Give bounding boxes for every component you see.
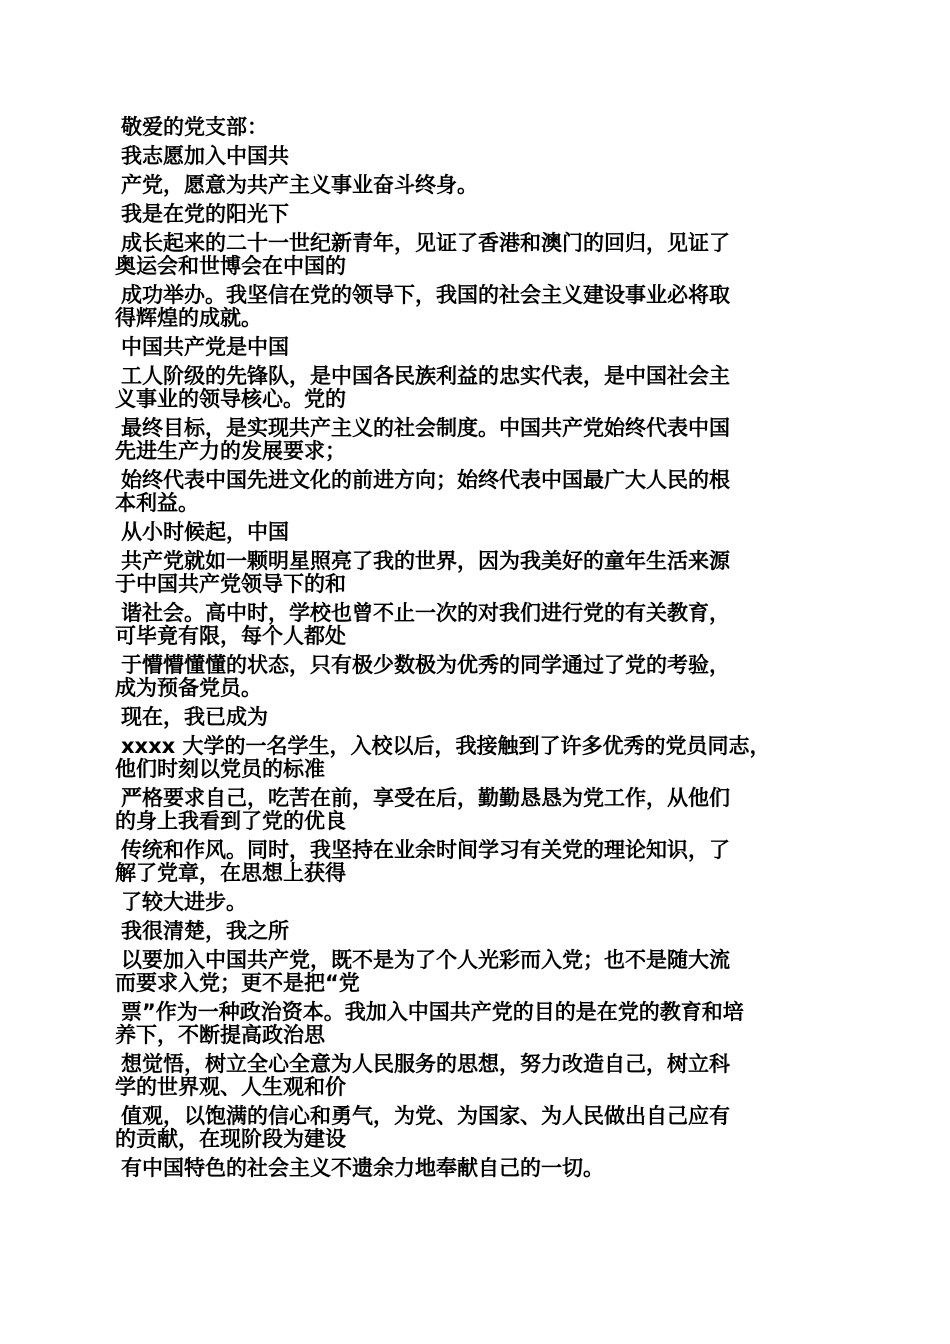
text-line: 成为预备党员。: [115, 676, 262, 700]
text-line: 的贡献，在现阶段为建设: [115, 1127, 346, 1151]
text-line: xxxx 大学的一名学生，入校以后，我接触到了许多优秀的党员同志，: [121, 734, 771, 758]
document-body: [115, 116, 837, 1180]
text-line: 工人阶级的先锋队，是中国各民族利益的忠实代表，是中国社会主: [121, 364, 730, 388]
text-line: 了较大进步。: [121, 890, 247, 914]
text-line: 想觉悟，树立全心全意为人民服务的思想，努力改造自己，树立科: [121, 1052, 730, 1076]
text-line: 传统和作风。同时，我坚持在业余时间学习有关党的理论知识，了: [121, 838, 730, 862]
text-line: 他们时刻以党员的标准: [115, 757, 325, 781]
text-line: 成长起来的二十一世纪新青年，见证了香港和澳门的回归，见证了: [121, 231, 730, 255]
text-line: 先进生产力的发展要求；: [115, 439, 346, 463]
text-line: 得辉煌的成就。: [115, 306, 262, 330]
text-line: 成功举办。我坚信在党的领导下，我国的社会主义建设事业必将取: [121, 283, 730, 307]
text-line: 我志愿加入中国共: [121, 144, 289, 168]
text-line: 本利益。: [115, 491, 199, 515]
text-line: 从小时候起，中国: [121, 520, 289, 544]
text-line: 我是在党的阳光下: [121, 202, 289, 226]
text-line: 票”作为一种政治资本。我加入中国共产党的目的是在党的教育和培: [121, 1000, 744, 1024]
text-line: 严格要求自己，吃苦在前，享受在后，勤勤恳恳为党工作，从他们: [121, 786, 730, 810]
text-line: 学的世界观、人生观和价: [115, 1075, 346, 1099]
text-line: 养下，不断提高政治思: [115, 1023, 325, 1047]
text-line: 产党，愿意为共产主义事业奋斗终身。: [121, 173, 478, 197]
text-line: 敬爱的党支部：: [121, 115, 268, 139]
text-line: 而要求入党；更不是把“党: [115, 971, 360, 995]
text-line: 义事业的领导核心。党的: [115, 387, 346, 411]
text-line: 奥运会和世博会在中国的: [115, 254, 346, 278]
text-line: 谐社会。高中时，学校也曾不止一次的对我们进行党的有关教育，: [121, 601, 730, 625]
text-line: 解了党章，在思想上获得: [115, 861, 346, 885]
text-line: 的身上我看到了党的优良: [115, 809, 346, 833]
text-line: 以要加入中国共产党，既不是为了个人光彩而入党；也不是随大流: [121, 948, 730, 972]
text-line: 最终目标，是实现共产主义的社会制度。中国共产党始终代表中国: [121, 416, 730, 440]
text-line: 中国共产党是中国: [121, 335, 289, 359]
text-line: 共产党就如一颗明星照亮了我的世界，因为我美好的童年生活来源: [121, 549, 730, 573]
text-line: 于中国共产党领导下的和: [115, 572, 346, 596]
text-line: 值观，以饱满的信心和勇气，为党、为国家、为人民做出自己应有: [121, 1104, 730, 1128]
text-line: 始终代表中国先进文化的前进方向；始终代表中国最广大人民的根: [121, 468, 730, 492]
text-line: 现在，我已成为: [121, 705, 268, 729]
text-line: 有中国特色的社会主义不遗余力地奉献自己的一切。: [121, 1156, 604, 1180]
text-line: 于懵懵懂懂的状态，只有极少数极为优秀的同学通过了党的考验，: [121, 653, 730, 677]
text-line: 我很清楚，我之所: [121, 919, 289, 943]
text-line: 可毕竟有限，每个人都处: [115, 624, 346, 648]
